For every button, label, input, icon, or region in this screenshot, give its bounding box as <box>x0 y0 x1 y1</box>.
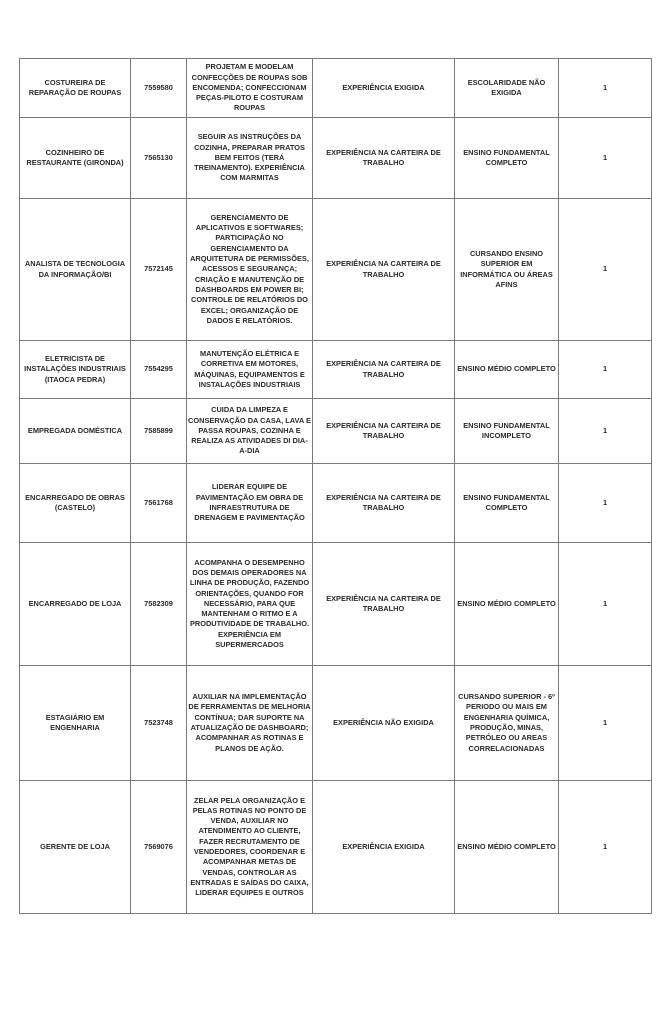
job-title-cell: ENCARREGADO DE LOJA <box>20 543 131 666</box>
job-code-cell: 7572145 <box>131 199 187 341</box>
education-cell: ENSINO MÉDIO COMPLETO <box>455 543 559 666</box>
job-activities-cell: CUIDA DA LIMPEZA E CONSERVAÇÃO DA CASA, LAVA E PASSA ROUPAS, COZINHA E REALIZA AS ATIVIDADES DI DIA-A-DIA <box>187 399 313 464</box>
job-vacancies-table <box>19 58 652 914</box>
job-code-cell: 7585899 <box>131 399 187 464</box>
job-activities-cell: AUXILIAR NA IMPLEMENTAÇÃO DE FERRAMENTAS DE MELHORIA CONTÍNUA; DAR SUPORTE NA ATUALIZAÇÃO DE DASHBOARD; ACOMPANHAR AS ROTINAS E PLANOS DE AÇÃO. <box>187 666 313 781</box>
job-code-cell: 7569076 <box>131 781 187 914</box>
table-row <box>20 543 652 666</box>
job-code-cell: 7559580 <box>131 59 187 118</box>
vacancies-cell: 1 <box>559 399 652 464</box>
job-code-cell: 7582309 <box>131 543 187 666</box>
experience-cell: EXPERIÊNCIA NÃO EXIGIDA <box>313 666 455 781</box>
experience-cell: EXPERIÊNCIA NA CARTEIRA DE TRABALHO <box>313 118 455 199</box>
job-activities-cell: SEGUIR AS INSTRUÇÕES DA COZINHA, PREPARAR PRATOS BEM FEITOS (TERÁ TREINAMENTO). EXPERIÊNCIA COM MARMITAS <box>187 118 313 199</box>
vacancies-cell: 1 <box>559 464 652 543</box>
job-title-cell: ESTAGIÁRIO EM ENGENHARIA <box>20 666 131 781</box>
table-row <box>20 59 652 118</box>
job-code-cell: 7554295 <box>131 341 187 399</box>
vacancies-cell: 1 <box>559 118 652 199</box>
table-row <box>20 341 652 399</box>
experience-cell: EXPERIÊNCIA NA CARTEIRA DE TRABALHO <box>313 199 455 341</box>
experience-cell: EXPERIÊNCIA EXIGIDA <box>313 59 455 118</box>
job-activities-cell: LIDERAR EQUIPE DE PAVIMENTAÇÃO EM OBRA DE INFRAESTRUTURA DE DRENAGEM E PAVIMENTAÇÃO <box>187 464 313 543</box>
education-cell: ENSINO MÉDIO COMPLETO <box>455 781 559 914</box>
education-cell: ENSINO FUNDAMENTAL INCOMPLETO <box>455 399 559 464</box>
experience-cell: EXPERIÊNCIA EXIGIDA <box>313 781 455 914</box>
job-title-cell: COZINHEIRO DE RESTAURANTE (GIRONDA) <box>20 118 131 199</box>
experience-cell: EXPERIÊNCIA NA CARTEIRA DE TRABALHO <box>313 543 455 666</box>
job-title-cell: ENCARREGADO DE OBRAS (CASTELO) <box>20 464 131 543</box>
table-row <box>20 464 652 543</box>
table-row <box>20 666 652 781</box>
job-activities-cell: ACOMPANHA O DESEMPENHO DOS DEMAIS OPERADORES NA LINHA DE PRODUÇÃO, FAZENDO ORIENTAÇÕES, QUANDO FOR NECESSÁRIO, PARA QUE MANTENHAM O RITMO E A PRODUTIVIDADE DE TRABALHO. EXPERIÊNCIA EM SUPERMERCADOS <box>187 543 313 666</box>
education-cell: ENSINO MÉDIO COMPLETO <box>455 341 559 399</box>
job-title-cell: COSTUREIRA DE REPARAÇÃO DE ROUPAS <box>20 59 131 118</box>
vacancies-cell: 1 <box>559 781 652 914</box>
job-code-cell: 7561768 <box>131 464 187 543</box>
experience-cell: EXPERIÊNCIA NA CARTEIRA DE TRABALHO <box>313 399 455 464</box>
job-title-cell: GERENTE DE LOJA <box>20 781 131 914</box>
education-cell: ENSINO FUNDAMENTAL COMPLETO <box>455 118 559 199</box>
table-row <box>20 399 652 464</box>
job-activities-cell: PROJETAM E MODELAM CONFECÇÕES DE ROUPAS SOB ENCOMENDA; CONFECCIONAM PEÇAS-PILOTO E COSTURAM ROUPAS <box>187 59 313 118</box>
vacancies-cell: 1 <box>559 199 652 341</box>
job-activities-cell: ZELAR PELA ORGANIZAÇÃO E PELAS ROTINAS NO PONTO DE VENDA, AUXILIAR NO ATENDIMENTO AO CLIENTE, FAZER RECRUTAMENTO DE VENDEDORES, COORDENAR E ACOMPANHAR METAS DE VENDAS, CONTROLAR AS ENTRADAS E SAÍDAS DO CAIXA, LIDERAR EQUIPES E OUTROS <box>187 781 313 914</box>
table-row <box>20 199 652 341</box>
table-row <box>20 781 652 914</box>
vacancies-cell: 1 <box>559 341 652 399</box>
job-code-cell: 7523748 <box>131 666 187 781</box>
vacancies-cell: 1 <box>559 666 652 781</box>
table-row <box>20 118 652 199</box>
experience-cell: EXPERIÊNCIA NA CARTEIRA DE TRABALHO <box>313 464 455 543</box>
job-title-cell: EMPREGADA DOMÉSTICA <box>20 399 131 464</box>
job-activities-cell: MANUTENÇÃO ELÉTRICA E CORRETIVA EM MOTORES, MÁQUINAS, EQUIPAMENTOS E INSTALAÇÕES INDUSTRIAIS <box>187 341 313 399</box>
education-cell: CURSANDO SUPERIOR - 6º PERIODO OU MAIS EM ENGENHARIA QUÍMICA, PRODUÇÃO, MINAS, PETRÓLEO OU AREAS CORRELACIONADAS <box>455 666 559 781</box>
experience-cell: EXPERIÊNCIA NA CARTEIRA DE TRABALHO <box>313 341 455 399</box>
education-cell: ESCOLARIDADE NÃO EXIGIDA <box>455 59 559 118</box>
job-code-cell: 7565130 <box>131 118 187 199</box>
job-title-cell: ANALISTA DE TECNOLOGIA DA INFORMAÇÃO/BI <box>20 199 131 341</box>
education-cell: CURSANDO ENSINO SUPERIOR EM INFORMÁTICA OU ÁREAS AFINS <box>455 199 559 341</box>
vacancies-cell: 1 <box>559 543 652 666</box>
job-title-cell: ELETRICISTA DE INSTALAÇÕES INDUSTRIAIS (ITAOCA PEDRA) <box>20 341 131 399</box>
education-cell: ENSINO FUNDAMENTAL COMPLETO <box>455 464 559 543</box>
vacancies-cell: 1 <box>559 59 652 118</box>
job-activities-cell: GERENCIAMENTO DE APLICATIVOS E SOFTWARES; PARTICIPAÇÃO NO GERENCIAMENTO DA ARQUITETURA DE PERMISSÕES, ACESSOS E SEGURANÇA; CRIAÇÃO E MANUTENÇÃO DE DASHBOARDS EM POWER BI; CONTROLE DE RELATÓRIOS DO EXCEL; ORGANIZAÇÃO DE DADOS E RELATÓRIOS. <box>187 199 313 341</box>
